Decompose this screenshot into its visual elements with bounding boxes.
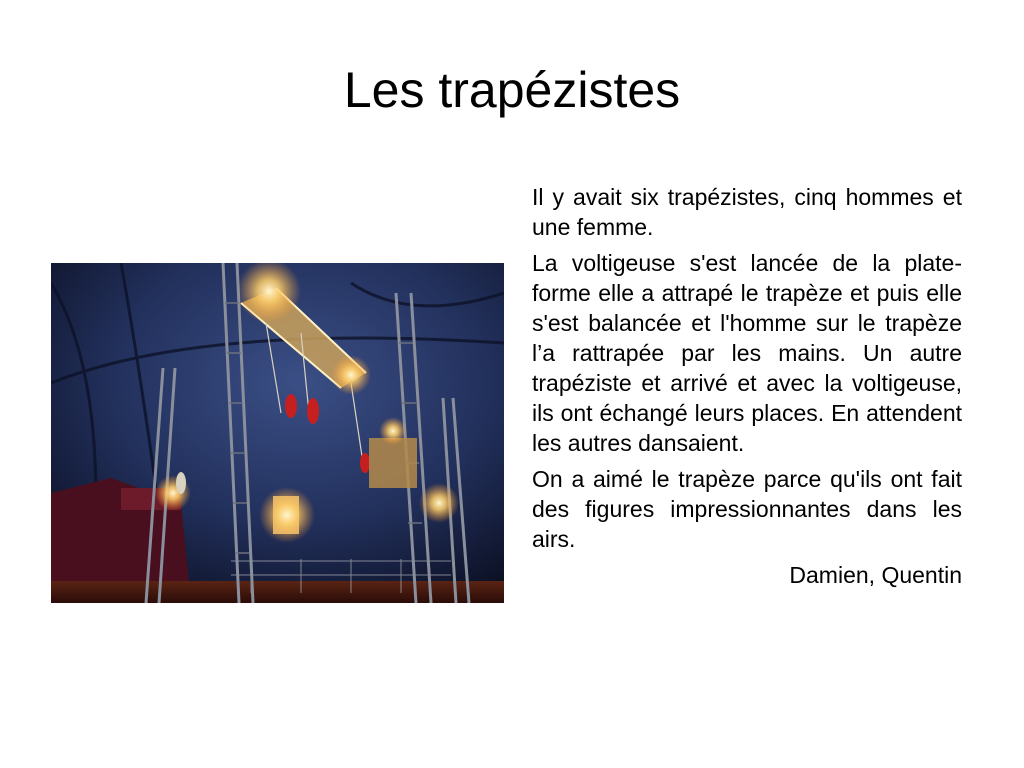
paragraph-3: On a aimé le trapèze parce qu'ils ont fait des figures impressionnantes dans les airs.: [532, 466, 962, 552]
author-signature: Damien, Quentin: [789, 562, 962, 588]
slide-title: Les trapézistes: [343, 62, 681, 118]
circus-trapeze-photo: [51, 263, 504, 603]
circus-trapeze-illustration: [51, 263, 504, 603]
paragraph-1: Il y avait six trapézistes, cinq hommes et une femme.: [532, 184, 962, 240]
paragraph-2: La voltigeuse s'est lancée de la plate-forme elle a attrapé le trapèze et puis elle s'est balancée et l'homme sur le trapèze l’a rattrapée par les mains. Un autre trapéziste et arrivé et avec la voltigeuse, ils ont échangé leurs places. En attendent les autres dansaient.: [532, 250, 962, 456]
slide-body-text: [532, 182, 962, 596]
